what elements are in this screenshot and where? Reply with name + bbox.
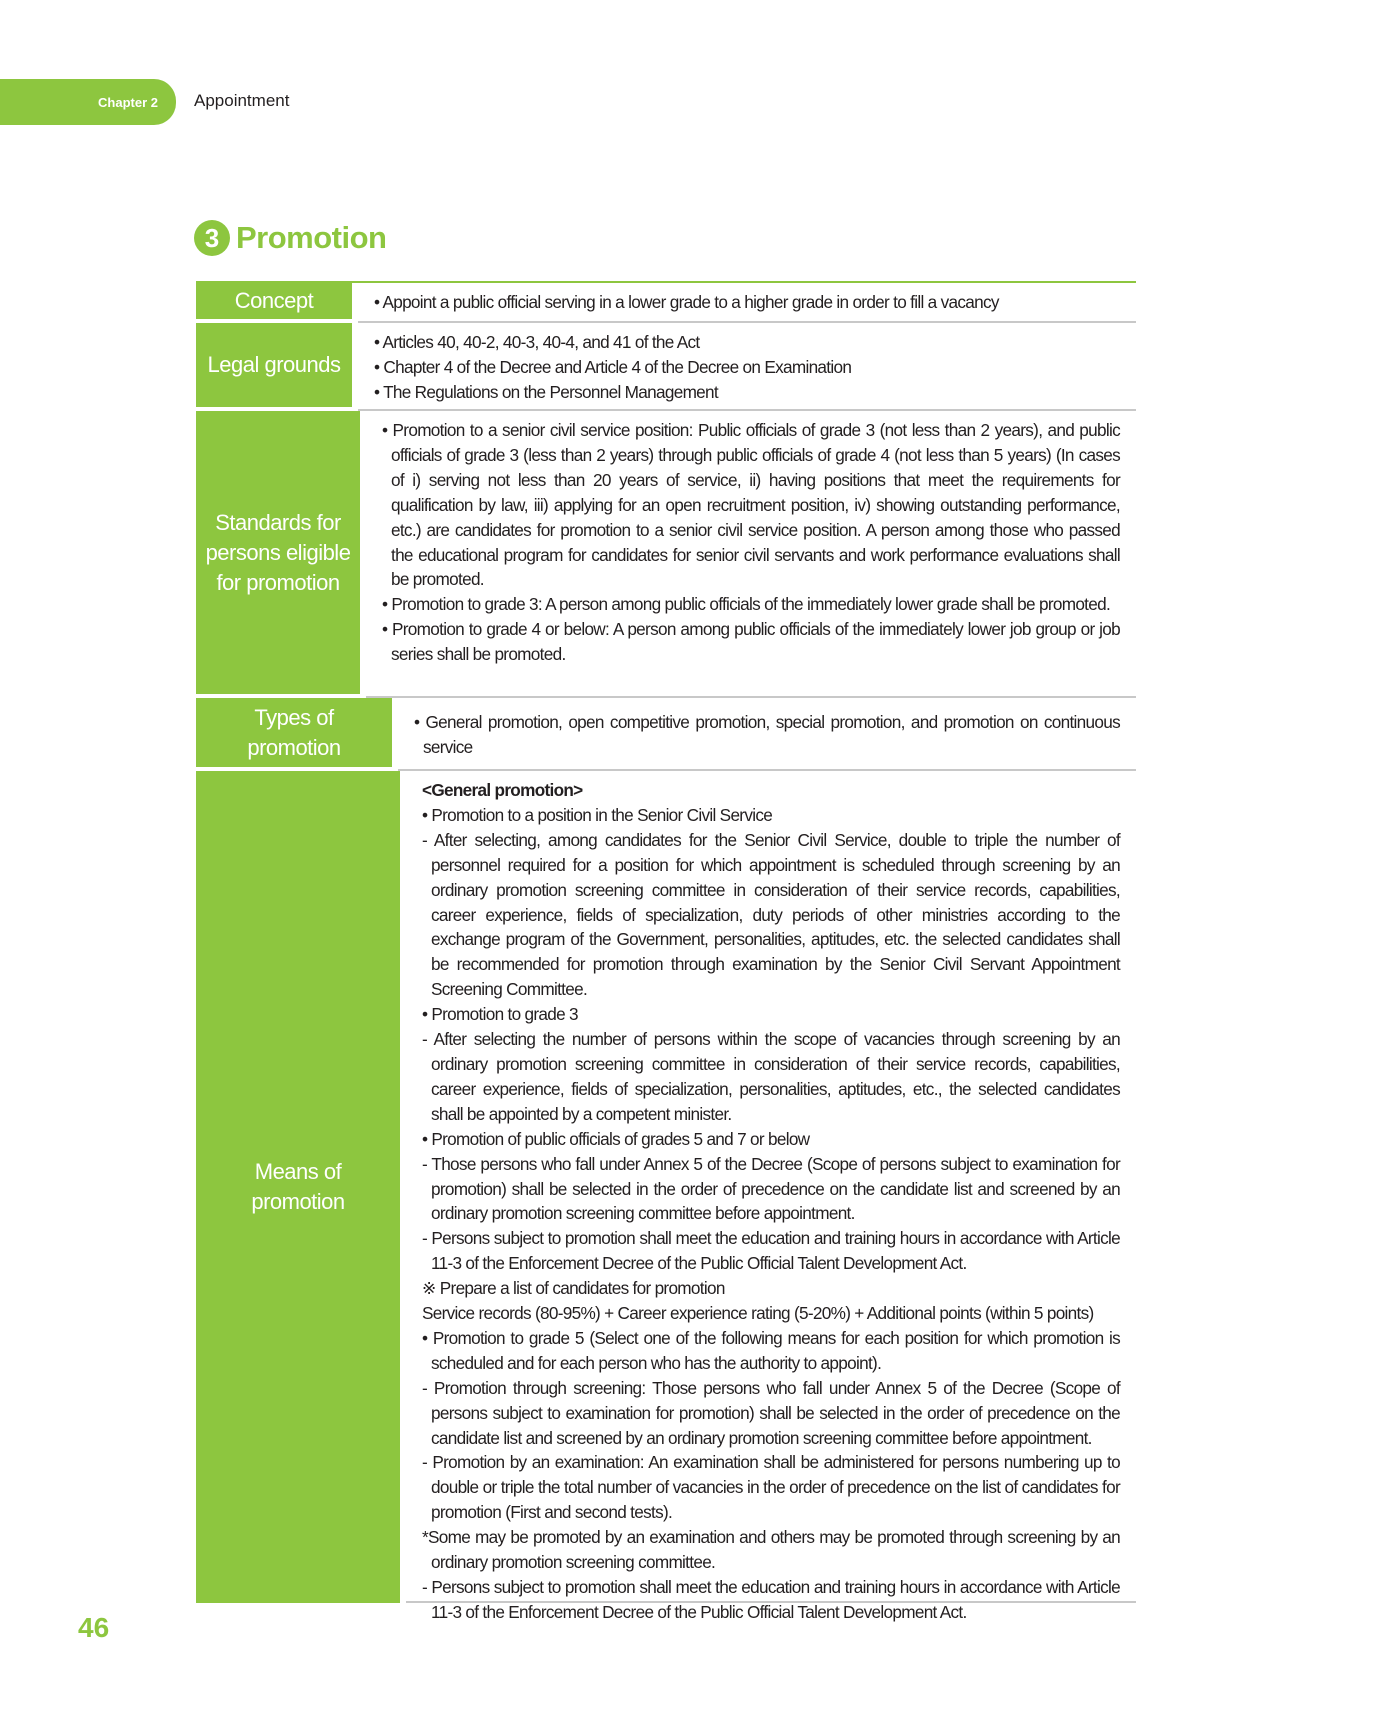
table-row [196, 698, 1136, 771]
list-item: • The Regulations on the Personnel Management [374, 381, 718, 402]
list-item: - Those persons who fall under Annex 5 of the Decree (Scope of persons subject to examination for promotion) shall be selected in the order of precedence on the candidate list and screened by an ordinary promotion screening committee before appointment. [422, 1153, 1120, 1224]
chapter-title: Appointment [194, 91, 290, 110]
section-number-icon: 3 [194, 220, 230, 256]
list-item: - Promotion by an examination: An examination shall be administered for persons numbering up to double or triple the total number of vacancies in the order of precedence on the list of candidates for promotion (First and second tests). [422, 1452, 1120, 1523]
page-number: 46 [78, 1612, 110, 1643]
row-label-means: Means of promotion [196, 771, 400, 1603]
list-item: • Chapter 4 of the Decree and Article 4 of the Decree on Examination [374, 356, 852, 377]
table-row [196, 283, 1136, 323]
section-title: Promotion [236, 220, 387, 255]
list-item: • Articles 40, 40-2, 40-3, 40-4, and 41 of the Act [374, 332, 700, 352]
row-content-types [398, 698, 1136, 771]
list-item: • Promotion to grade 3 [422, 1004, 578, 1025]
row-content-legal-grounds [358, 323, 1136, 411]
row-content-standards [366, 411, 1136, 698]
row-content-concept [358, 283, 1136, 323]
list-item: • Promotion to a position in the Senior Civil Service [422, 804, 773, 825]
list-item: • Promotion to grade 4 or below: A person among public officials of the immediately lower job group or job series shall be promoted. [382, 619, 1120, 665]
row-label-concept: Concept [196, 283, 352, 323]
row-label-legal-grounds: Legal grounds [196, 323, 352, 411]
row-content-means [406, 771, 1136, 1622]
list-item: - Persons subject to promotion shall meet the education and training hours in accordance with Article 11-3 of the Enforcement Decree of the Public Official Talent Development Act. [422, 1577, 1120, 1622]
chapter-label: Chapter 2 [98, 94, 158, 110]
promotion-table [196, 281, 1136, 1622]
list-item: • Promotion of public officials of grades 5 and 7 or below [422, 1128, 810, 1149]
table-row [196, 323, 1136, 411]
list-item: • Appoint a public official serving in a lower grade to a higher grade in order to fill a vacancy [374, 292, 999, 312]
list-item: • Promotion to grade 5 (Select one of the following means for each position for which promotion is scheduled and for each person who has the authority to appoint). [422, 1327, 1120, 1373]
list-item: Service records (80-95%) + Career experience rating (5-20%) + Additional points (within 5 points) [422, 1303, 1094, 1324]
list-item: • General promotion, open competitive promotion, special promotion, and promotion on continuous service [414, 712, 1120, 757]
list-item: • Promotion to a senior civil service position: Public officials of grade 3 (not less than 2 years), and public officials of grade 3 (less than 2 years) through public officials of grade 4 (not less than 5 years) (In cases of i) serving not less than 20 years of service, ii) having positions that meet the requirements for qualification by law, iii) applying for an open recruitment position, iv) showing outstanding performance, etc.) are candidates for promotion to a senior civil service position. A person among those who passed the educational program for candidates for senior civil servants and work performance evaluations shall be promoted. [382, 420, 1120, 590]
list-item: *Some may be promoted by an examination and others may be promoted through screening by an ordinary promotion screening committee. [422, 1527, 1120, 1573]
chapter-tab [0, 79, 176, 125]
row-label-types: Types of promotion [196, 698, 392, 771]
row-label-standards: Standards for persons eligible for promotion [196, 411, 360, 698]
list-item: - Promotion through screening: Those persons who fall under Annex 5 of the Decree (Scope of persons subject to examination for promotion) shall be selected in the order of precedence on the candidate list and screened by an ordinary promotion screening committee before appointment. [422, 1377, 1120, 1448]
list-item: ※ Prepare a list of candidates for promotion [422, 1278, 725, 1299]
list-item: • Promotion to grade 3: A person among public officials of the immediately lower grade shall be promoted. [382, 594, 1111, 615]
subheading: <General promotion> [422, 780, 583, 800]
list-item: - Persons subject to promotion shall meet the education and training hours in accordance with Article 11-3 of the Enforcement Decree of the Public Official Talent Development Act. [422, 1228, 1120, 1274]
table-row [196, 771, 1136, 1622]
table-row [196, 411, 1136, 698]
list-item: - After selecting, among candidates for the Senior Civil Service, double to triple the number of personnel required for a position for which appointment is scheduled through screening by an ordinary promotion screening committee in consideration of their service records, capabilities, career experience, fields of specialization, duty periods of other ministries according to the exchange program of the Government, personalities, aptitudes, etc. the selected candidates shall be recommended for promotion through examination by the Senior Civil Servant Appointment Screening Committee. [422, 829, 1120, 1000]
section-heading [194, 216, 387, 260]
list-item: - After selecting the number of persons within the scope of vacancies through screening by an ordinary promotion screening committee in consideration of their service records, capabilities, career experience, fields of specialization, personalities, aptitudes, etc., the selected candidates shall be appointed by a competent minister. [422, 1029, 1120, 1124]
